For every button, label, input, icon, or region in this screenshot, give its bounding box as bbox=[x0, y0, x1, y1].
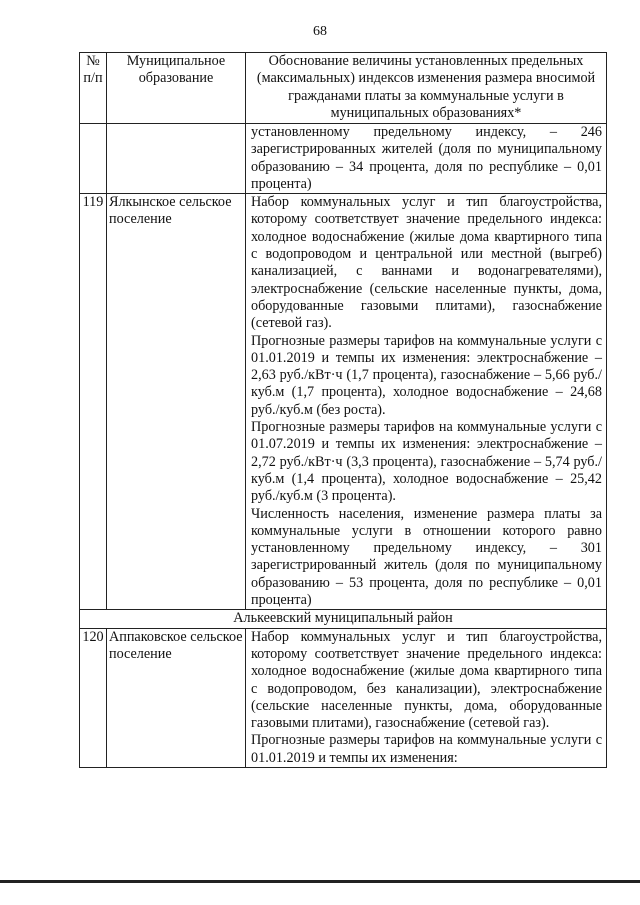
row-municipality: Ялкынское сельское поселение bbox=[107, 194, 246, 610]
row-justification bbox=[246, 124, 607, 194]
row-justification bbox=[246, 194, 607, 610]
table-row-119 bbox=[80, 194, 607, 610]
justification-paragraph: Прогнозные размеры тарифов на коммунальные услуги с 01.01.2019 и темпы их изменения: bbox=[251, 732, 602, 766]
table-header-row bbox=[80, 53, 607, 124]
page-number: 68 bbox=[313, 24, 327, 39]
justification-paragraph: Набор коммунальных услуг и тип благоустройства, которому соответствует значение предельного индекса: холодное водоснабжение (жилые дома квартирного типа с водопроводом и центральной или местной (выгреб) канализацией, с ваннами и водонагревателями), электроснабжение (сельские населенные пункты, дома, оборудованные газовыми плитами), газоснабжение (сетевой газ). bbox=[251, 194, 602, 332]
row-justification bbox=[246, 628, 607, 767]
row-municipality: Аппаковское сельское поселение bbox=[107, 628, 246, 767]
justification-paragraph: Прогнозные размеры тарифов на коммунальные услуги с 01.07.2019 и темпы их изменения: электроснабжение – 2,72 руб./кВт·ч (3,3 процента), газоснабжение – 5,74 руб./куб.м (1,4 процента), холодное водоснабжение – 25,42 руб./куб.м (3 процента). bbox=[251, 419, 602, 505]
row-number: 119 bbox=[80, 194, 107, 610]
district-header: Алькеевский муниципальный район bbox=[80, 610, 607, 628]
scan-bottom-edge bbox=[0, 880, 640, 883]
row-number bbox=[80, 124, 107, 194]
row-number: 120 bbox=[80, 628, 107, 767]
justification-paragraph: установленному предельному индексу, – 246 зарегистрированных жителей (доля по муниципальному образованию – 34 процента, доля по республике – 0,01 процента) bbox=[251, 124, 602, 192]
header-number: № п/п bbox=[80, 53, 107, 124]
justification-paragraph: Численность населения, изменение размера платы за коммунальные услуги в отношении которого равно установленному предельному индексу, – 301 зарегистрированный житель (доля по муниципальному образованию – 53 процента, доля по республике – 0,01 процента) bbox=[251, 505, 602, 609]
header-municipality: Муниципальное образование bbox=[107, 53, 246, 124]
justification-paragraph: Набор коммунальных услуг и тип благоустройства, которому соответствует значение предельного индекса: холодное водоснабжение (жилые дома квартирного типа с водопроводом, без канализации), электроснабжение (сельские населенные пункты, дома, оборудованные газовыми плитами), газоснабжение (сетевой газ). bbox=[251, 628, 602, 732]
row-municipality bbox=[107, 124, 246, 194]
tariff-index-table bbox=[79, 52, 607, 768]
justification-paragraph: Прогнозные размеры тарифов на коммунальные услуги с 01.01.2019 и темпы их изменения: электроснабжение – 2,63 руб./кВт·ч (1,7 процента), газоснабжение – 5,66 руб./куб.м (1,7 процента), холодное водоснабжение – 24,68 руб./куб.м (без роста). bbox=[251, 332, 602, 418]
table-row-continuation bbox=[80, 124, 607, 194]
header-justification: Обоснование величины установленных предельных (максимальных) индексов изменения размера вносимой гражданами платы за коммунальные услуги в муниципальных образованиях* bbox=[246, 53, 607, 124]
table-row-120 bbox=[80, 628, 607, 767]
district-header-row bbox=[80, 610, 607, 628]
